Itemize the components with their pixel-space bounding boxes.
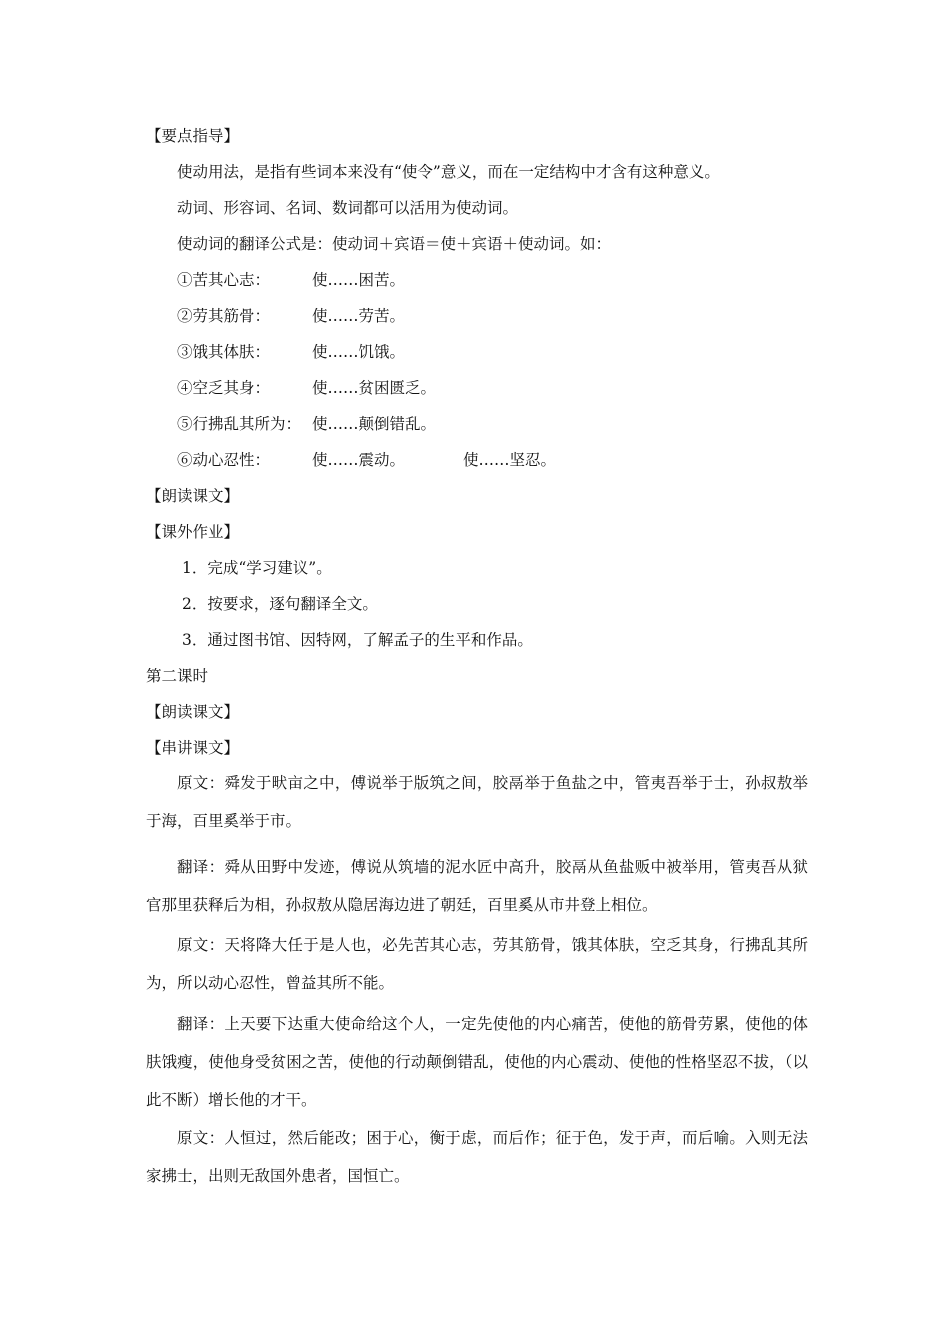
- heading-homework: 【课外作业】: [146, 523, 240, 541]
- example-phrase: ①苦其心志：: [177, 271, 271, 289]
- original-text-paragraph: 原文：人恒过，然后能改；困于心，衡于虑，而后作；征于色，发于声，而后喻。入则无法家拂士，出则无敌国外患者，国恒亡。: [146, 1129, 808, 1185]
- example-row: [0, 269, 950, 291]
- homework-item: 1．完成“学习建议”。: [182, 559, 332, 577]
- example-phrase: ④空乏其身：: [177, 379, 271, 397]
- example-meaning: 使……颠倒错乱。: [312, 415, 437, 433]
- example-phrase: ⑥动心忍性：: [177, 451, 271, 469]
- heading-read-aloud: 【朗读课文】: [146, 487, 240, 505]
- heading-read-aloud-2: 【朗读课文】: [146, 703, 240, 721]
- example-meaning: 使……劳苦。: [312, 307, 406, 325]
- lesson-two-title: 第二课时: [146, 667, 209, 685]
- example-row: [0, 449, 950, 471]
- example-phrase: ⑤行拂乱其所为：: [177, 415, 302, 433]
- heading-explain-text: 【串讲课文】: [146, 739, 240, 757]
- heading-key-points: 【要点指导】: [146, 127, 240, 145]
- example-row: [0, 305, 950, 327]
- example-row: [0, 341, 950, 363]
- translation-paragraph: 翻译：舜从田野中发迹，傅说从筑墙的泥水匠中高升，胶鬲从鱼盐贩中被举用，管夷吾从狱官那里获释后为相，孙叔敖从隐居海边进了朝廷，百里奚从市井登上相位。: [146, 858, 808, 914]
- example-meaning: 使……震动。: [312, 451, 406, 469]
- original-text-paragraph: 原文：舜发于畎亩之中，傅说举于版筑之间，胶鬲举于鱼盐之中，管夷吾举于士，孙叔敖举于海，百里奚举于市。: [146, 774, 808, 830]
- translation-paragraph: 翻译：上天要下达重大使命给这个人，一定先使他的内心痛苦，使他的筋骨劳累，使他的体肤饿瘦，使他身受贫困之苦，使他的行动颠倒错乱，使他的内心震动、使他的性格坚忍不拔，（以此不断）增长他的才干。: [146, 1015, 808, 1109]
- example-meaning-second: 使……坚忍。: [463, 451, 557, 469]
- paragraph-formula: 使动词的翻译公式是：使动词＋宾语＝使＋宾语＋使动词。如：: [177, 235, 612, 253]
- example-meaning: 使……贫困匮乏。: [312, 379, 437, 397]
- original-text-paragraph: 原文：天将降大任于是人也，必先苦其心志，劳其筋骨，饿其体肤，空乏其身，行拂乱其所为，所以动心忍性，曾益其所不能。: [146, 936, 808, 992]
- example-meaning: 使……困苦。: [312, 271, 406, 289]
- example-meaning: 使……饥饿。: [312, 343, 406, 361]
- homework-item: 2．按要求，逐句翻译全文。: [182, 595, 378, 613]
- example-row: [0, 377, 950, 399]
- paragraph-word-types: 动词、形容词、名词、数词都可以活用为使动词。: [177, 199, 519, 217]
- example-phrase: ②劳其筋骨：: [177, 307, 271, 325]
- homework-item: 3．通过图书馆、因特网，了解孟子的生平和作品。: [182, 631, 533, 649]
- example-phrase: ③饿其体肤：: [177, 343, 271, 361]
- example-row: [0, 413, 950, 435]
- paragraph-definition: 使动用法，是指有些词本来没有“使令”意义，而在一定结构中才含有这种意义。: [177, 163, 720, 181]
